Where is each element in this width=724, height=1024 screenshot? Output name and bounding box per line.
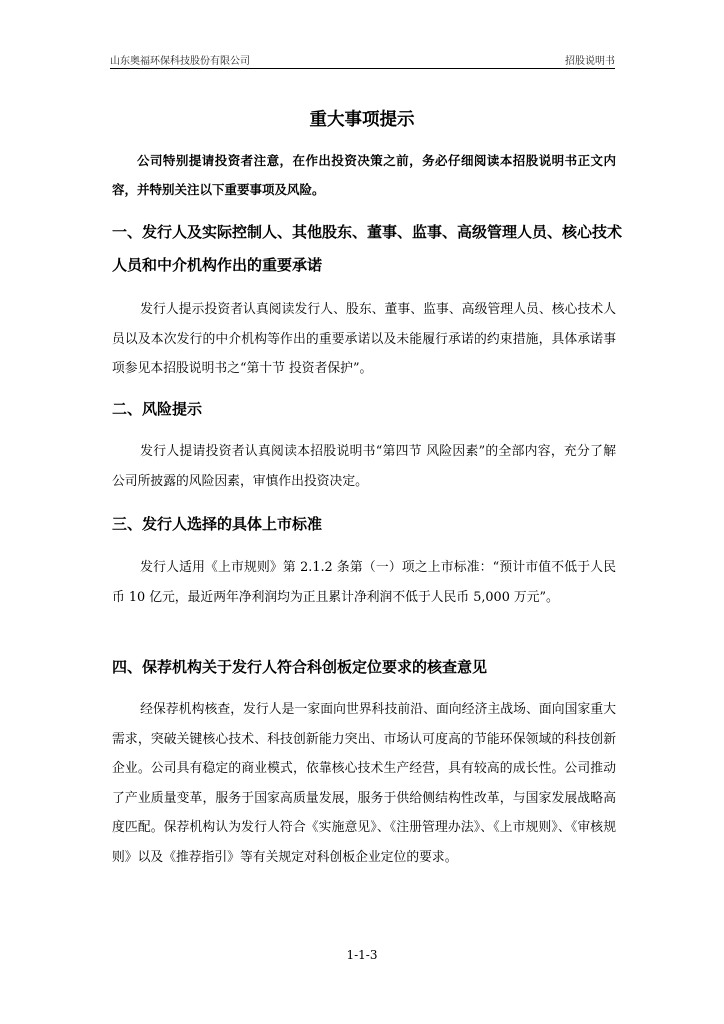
section-3-body: 发行人适用《上市规则》第 2.1.2 条第（一）项之上市标准：“预计市值不低于人民币 10 亿元，最近两年净利润均为正且累计净利润不低于人民币 5,000 万元”。 bbox=[112, 560, 616, 605]
section-3-heading: 三、发行人选择的具体上市标准 bbox=[112, 515, 323, 533]
intro-notice: 公司特别提请投资者注意，在作出投资决策之前，务必仔细阅读本招股说明书正文内容，并特别关注以下重要事项及风险。 bbox=[112, 153, 616, 197]
page-header bbox=[110, 50, 615, 69]
section-1-body: 发行人提示投资者认真阅读发行人、股东、董事、监事、高级管理人员、核心技术人员以及本次发行的中介机构等作出的重要承诺以及未能履行承诺的约束措施，具体承诺事项参见本招股说明书之“第十节 投资者保护”。 bbox=[112, 302, 616, 376]
page-number: 1-1-3 bbox=[346, 948, 378, 962]
section-2-body: 发行人提请投资者认真阅读本招股说明书“第四节 风险因素”的全部内容，充分了解公司所披露的风险因素，审慎作出投资决定。 bbox=[112, 444, 616, 489]
section-1-heading: 一、发行人及实际控制人、其他股东、董事、监事、高级管理人员、核心技术人员和中介机构作出的重要承诺 bbox=[112, 223, 623, 274]
page-title: 重大事项提示 bbox=[309, 110, 415, 130]
header-document-type: 招股说明书 bbox=[565, 56, 615, 67]
section-2-heading: 二、风险提示 bbox=[112, 400, 203, 418]
section-4-body: 经保荐机构核查，发行人是一家面向世界科技前沿、面向经济主战场、面向国家重大需求，突破关键核心技术、科技创新能力突出、市场认可度高的节能环保领域的科技创新企业。公司具有稳定的商业模式，依靠核心技术生产经营，具有较高的成长性。公司推动了产业质量变革，服务于国家高质量发展，服务于供给侧结构性改革，与国家发展战略高度匹配。保荐机构认为发行人符合《实施意见》、《注册管理办法》、《上市规则》、《审核规则》以及《推荐指引》等有关规定对科创板企业定位的要求。 bbox=[112, 702, 616, 865]
header-company-name: 山东奥福环保科技股份有限公司 bbox=[110, 56, 250, 67]
section-4-heading: 四、保荐机构关于发行人符合科创板定位要求的核查意见 bbox=[112, 658, 488, 676]
